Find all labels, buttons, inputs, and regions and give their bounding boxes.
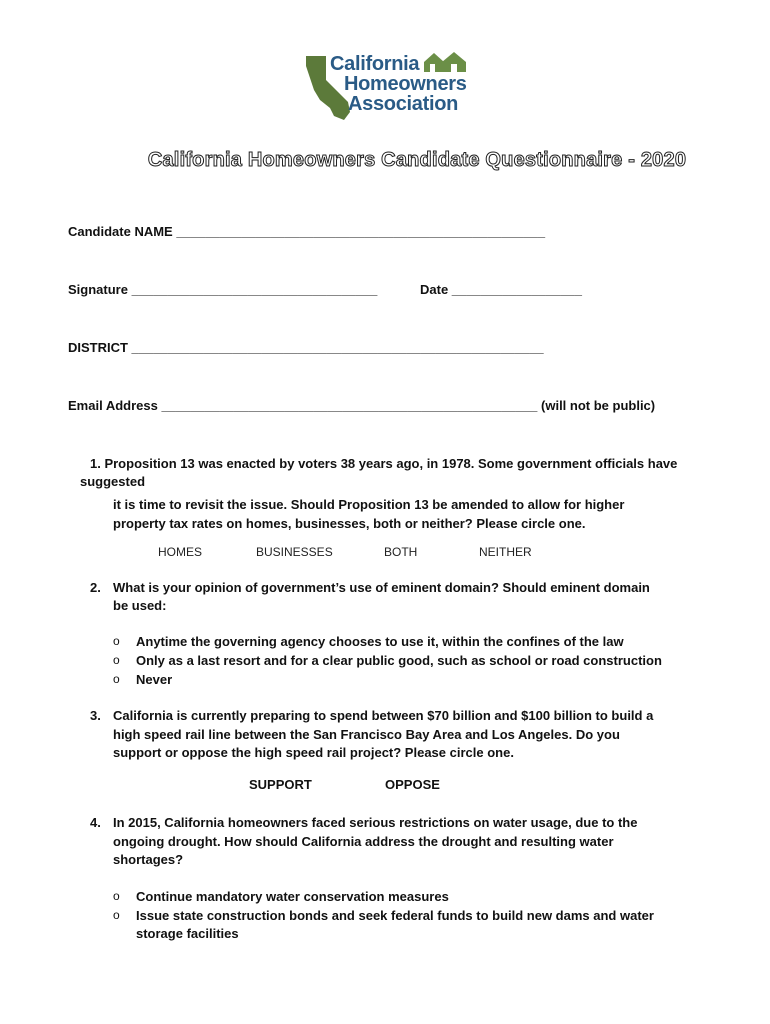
q4-option-1[interactable]: Continue mandatory water conservation measures <box>136 889 449 904</box>
q4-line-2: ongoing drought. How should California address the drought and resulting water <box>113 834 614 849</box>
q4-number: 4. <box>90 815 101 830</box>
q4-bullet-2: o <box>113 908 120 922</box>
candidate-name-field[interactable]: Candidate NAME ___________________________________________________ <box>68 224 546 239</box>
q3-number: 3. <box>90 708 101 723</box>
logo <box>304 50 474 122</box>
q2-option-1[interactable]: Anytime the governing agency chooses to use it, within the confines of the law <box>136 634 624 649</box>
district-field[interactable]: DISTRICT _________________________________________________________ <box>68 340 544 355</box>
page-title: California Homeowners Candidate Questionnaire - 2020 <box>147 149 687 171</box>
q1-option-homes[interactable]: HOMES <box>158 545 203 559</box>
q3-line-1: California is currently preparing to spend between $70 billion and $100 billion to build a <box>113 708 654 723</box>
q4-option-2-line-2[interactable]: storage facilities <box>136 926 239 941</box>
q2-bullet-3: o <box>113 672 120 686</box>
q1-line-3: it is time to revisit the issue. Should Proposition 13 be amended to allow for higher <box>113 497 625 512</box>
date-field[interactable]: Date __________________ <box>420 282 582 297</box>
logo-text-association: Association <box>348 93 459 115</box>
signature-field[interactable]: Signature __________________________________ <box>68 282 378 297</box>
q1-option-businesses[interactable]: BUSINESSES <box>256 545 333 559</box>
q4-bullet-1: o <box>113 889 120 903</box>
q1-line-1: 1. Proposition 13 was enacted by voters 38 years ago, in 1978. Some government officials have <box>90 456 678 471</box>
q3-line-2: high speed rail line between the San Francisco Bay Area and Los Angeles. Do you <box>113 727 620 742</box>
q1-option-neither[interactable]: NEITHER <box>479 545 532 559</box>
q1-option-both[interactable]: BOTH <box>384 545 418 559</box>
q4-line-1: In 2015, California homeowners faced serious restrictions on water usage, due to the <box>113 815 638 830</box>
q2-bullet-2: o <box>113 653 120 667</box>
q2-line-1: What is your opinion of government’s use of eminent domain? Should eminent domain <box>113 580 650 595</box>
q1-line-2: suggested <box>80 474 146 489</box>
q4-line-3: shortages? <box>113 852 184 867</box>
logo-text-homeowners: Homeowners <box>344 73 467 95</box>
logo-text-california: California <box>330 53 420 75</box>
q2-number: 2. <box>90 580 101 595</box>
q1-line-4: property tax rates on homes, businesses, both or neither? Please circle one. <box>113 516 586 531</box>
q3-option-oppose[interactable]: OPPOSE <box>385 777 440 792</box>
q2-option-3[interactable]: Never <box>136 672 173 687</box>
house-icon <box>422 50 468 74</box>
q2-option-2[interactable]: Only as a last resort and for a clear public good, such as school or road construction <box>136 653 662 668</box>
email-field[interactable]: Email Address ____________________________________________________ (will not be public) <box>68 398 656 413</box>
q4-option-2-line-1[interactable]: Issue state construction bonds and seek federal funds to build new dams and water <box>136 908 654 923</box>
q2-bullet-1: o <box>113 634 120 648</box>
q2-line-2: be used: <box>113 598 167 613</box>
q3-line-3: support or oppose the high speed rail project? Please circle one. <box>113 745 514 760</box>
q3-option-support[interactable]: SUPPORT <box>249 777 312 792</box>
